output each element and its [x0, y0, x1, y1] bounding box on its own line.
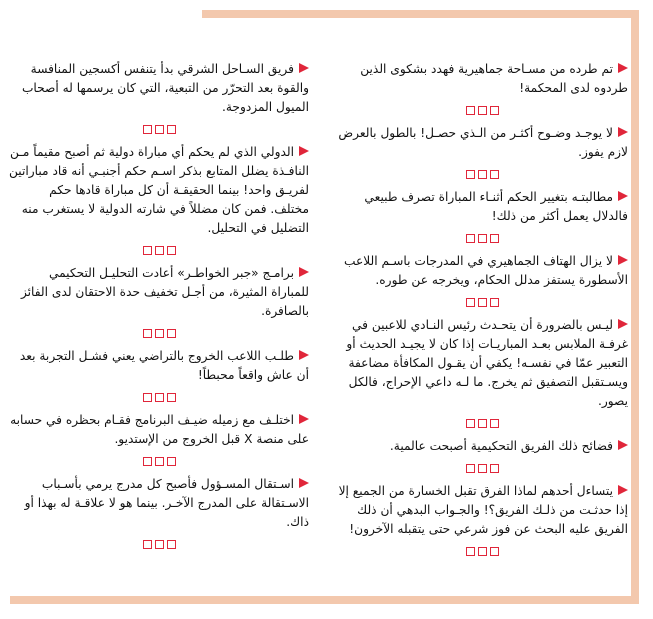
square-icon: [143, 246, 152, 255]
list-item: [337, 124, 628, 162]
item-text: لا يزال الهتاف الجماهيري في المدرجات باسـم اللاعب الأسطورة يستفز مدلل الحكام، ويخرجه عن طوره.: [343, 254, 628, 287]
square-icon: [490, 234, 499, 243]
item-text: فريق السـاحل الشرقي بدأ يتنفس أكسجين المنافسة والقوة بعد التحرّر من التبعية، التي كان يرسمها له أصحاب الميول المزدوجة.: [21, 62, 309, 114]
triangle-bullet-icon: [299, 414, 309, 424]
square-icon: [466, 106, 475, 115]
separator: [9, 123, 309, 135]
separator: [337, 168, 628, 180]
separator: [337, 545, 628, 557]
triangle-bullet-icon: [618, 191, 628, 201]
square-icon: [490, 170, 499, 179]
triangle-bullet-icon: [618, 440, 628, 450]
right-column: [337, 60, 628, 565]
item-text: طلـب اللاعب الخروج بالتراضي يعني فشـل التجربة بعد أن عاش واقعاً محبطاً!: [19, 349, 309, 382]
separator: [9, 327, 309, 339]
list-item: [9, 347, 309, 385]
list-item: [9, 143, 309, 238]
item-text: فضائح ذلك الفريق التحكيمية أصبحت عالمية.: [389, 439, 613, 453]
square-icon: [155, 393, 164, 402]
square-icon: [478, 419, 487, 428]
item-text: يتساءل أحدهم لماذا الفرق تقبل الخسارة من الجميع إلا إذا حدثـت من ذلـك الفريق؟! والجـواب البدهي أن ذلك الفريق عليه البحث عن فوز شرعي حتى يتقبله الآخرون!: [338, 484, 628, 536]
square-icon: [478, 547, 487, 556]
list-item: [337, 252, 628, 290]
left-column: [9, 60, 309, 558]
separator: [337, 417, 628, 429]
item-text: مطالبتـه بتغيير الحكم أثنـاء المباراة تصرف طبيعي فالدلال يعمل أكثر من ذلك!: [364, 190, 628, 223]
square-icon: [155, 540, 164, 549]
triangle-bullet-icon: [618, 127, 628, 137]
list-item: [9, 264, 309, 321]
list-item: [337, 437, 628, 456]
item-text: لا يوجـد وضـوح أكثـر من الـذي حصـل! بالطول بالعرض لازم يفوز.: [338, 126, 628, 159]
square-icon: [478, 464, 487, 473]
item-text: اختلـف مع زميله ضيـف البرنامج فقـام بحظره في حسابه على منصة X قبل الخروج من الإستديو.: [10, 413, 309, 446]
triangle-bullet-icon: [618, 485, 628, 495]
square-icon: [167, 393, 176, 402]
list-item: [337, 188, 628, 226]
separator: [337, 296, 628, 308]
frame-opening: [10, 10, 202, 18]
square-icon: [167, 246, 176, 255]
item-text: ليـس بالضرورة أن يتحـدث رئيس النـادي للاعبين في غرفـة الملابس بعـد المباريـات إذا كان لا يجيـد الحديث أو التعبير عمّا في نفسـه! يكفي أن يقـول المكافأة مضاعفة ويسـتقبل التصفيق ثم يخرج. ما لـه داعي الإحراج، فالكل يصور.: [346, 318, 628, 408]
square-icon: [466, 170, 475, 179]
square-icon: [490, 547, 499, 556]
square-icon: [167, 329, 176, 338]
item-text: برامـج «جبر الخواطـر» أعادت التحليـل التحكيمي للمباراة المثيرة، من أجـل تخفيف حدة الاحتقان لدى الفائز بالصافرة.: [20, 266, 309, 318]
separator: [337, 104, 628, 116]
square-icon: [155, 329, 164, 338]
triangle-bullet-icon: [299, 350, 309, 360]
list-item: [337, 60, 628, 98]
triangle-bullet-icon: [618, 255, 628, 265]
separator: [9, 455, 309, 467]
square-icon: [490, 419, 499, 428]
separator: [9, 538, 309, 550]
square-icon: [143, 125, 152, 134]
list-item: [337, 482, 628, 539]
square-icon: [155, 246, 164, 255]
list-item: [9, 60, 309, 117]
square-icon: [478, 298, 487, 307]
list-item: [337, 316, 628, 411]
triangle-bullet-icon: [618, 319, 628, 329]
square-icon: [155, 125, 164, 134]
triangle-bullet-icon: [299, 267, 309, 277]
square-icon: [167, 457, 176, 466]
square-icon: [466, 547, 475, 556]
square-icon: [466, 464, 475, 473]
list-item: [9, 475, 309, 532]
square-icon: [478, 106, 487, 115]
separator: [337, 232, 628, 244]
separator: [337, 462, 628, 474]
square-icon: [478, 170, 487, 179]
triangle-bullet-icon: [618, 63, 628, 73]
square-icon: [466, 234, 475, 243]
square-icon: [490, 298, 499, 307]
separator: [9, 391, 309, 403]
square-icon: [143, 457, 152, 466]
separator: [9, 244, 309, 256]
item-text: تم طرده من مسـاحة جماهيرية فهدد بشكوى الذين طردوه لدى المحكمة!: [360, 62, 628, 95]
item-text: الدولي الذي لم يحكم أي مباراة دولية ثم أصبح مقيماً مـن النافـذة يضلل المتابع بذكر اسـم حكم أجنبـي أنه قاد مباراتين لفريـق واحد! بينما الحقيقـة أن كل مباراة قادها حكم مختلف. فمن كان مضللاً في شارته الدولية لا يستغرب منه التضليل في التحليل.: [9, 145, 309, 235]
square-icon: [490, 464, 499, 473]
square-icon: [478, 234, 487, 243]
triangle-bullet-icon: [299, 478, 309, 488]
square-icon: [466, 419, 475, 428]
square-icon: [143, 329, 152, 338]
triangle-bullet-icon: [299, 146, 309, 156]
item-text: اسـتقال المسـؤول فأصبح كل مدرج يرمي بأسـباب الاسـتقالة على المدرج الآخـر. بينما هو لا علاقـة له بهذا أو ذاك.: [24, 477, 309, 529]
square-icon: [490, 106, 499, 115]
square-icon: [143, 393, 152, 402]
square-icon: [167, 540, 176, 549]
square-icon: [143, 540, 152, 549]
square-icon: [167, 125, 176, 134]
triangle-bullet-icon: [299, 63, 309, 73]
square-icon: [155, 457, 164, 466]
square-icon: [466, 298, 475, 307]
list-item: [9, 411, 309, 449]
